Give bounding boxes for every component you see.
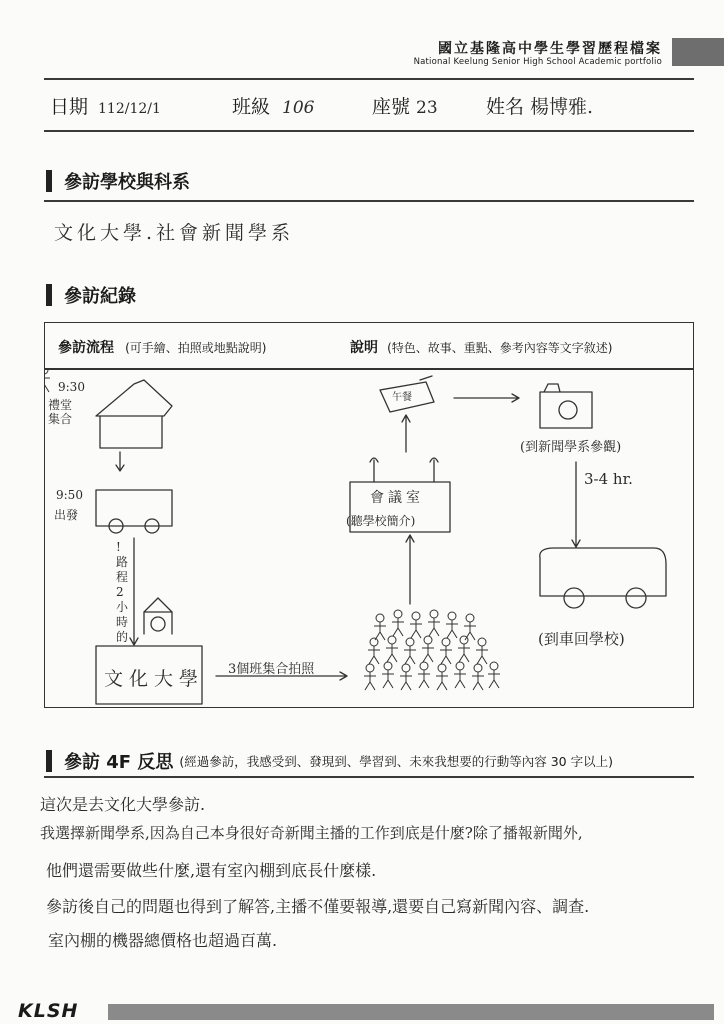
section-bar xyxy=(46,284,52,306)
seat-label: 座號 xyxy=(372,96,411,118)
description-label: 說明 xyxy=(350,340,378,356)
hall-house-icon xyxy=(100,416,162,448)
arrow-down-2 xyxy=(130,538,138,645)
class-label: 班級 xyxy=(232,96,271,118)
group-photo-note: 3個班集合拍照 xyxy=(228,662,315,677)
clock-tower-roof xyxy=(144,598,172,612)
road-note: !路程2小時的 xyxy=(116,540,129,644)
name-label: 姓名 xyxy=(486,96,525,118)
section-school-title: 參訪學校與科系 xyxy=(64,172,190,193)
section-school-heading xyxy=(46,168,190,194)
camera-top xyxy=(544,384,560,392)
arrow-right-2 xyxy=(454,394,519,402)
return-note: (到車回學校) xyxy=(538,630,625,648)
school-title-en: National Keelung Senior High School Academic portfolio xyxy=(413,57,662,67)
arrow-down-1 xyxy=(116,452,124,471)
return-bus-icon xyxy=(540,548,666,596)
section-reflection-note: (經過參訪，我感受到、發現到、學習到、未來我想要的行動等內容 30 字以上) xyxy=(179,754,613,769)
reflection-line: 我選擇新聞學系,因為自己本身很好奇新聞主播的工作到底是什麼?除了播報新聞外, xyxy=(40,824,583,842)
section-school-divider xyxy=(44,200,694,202)
university-label: 文化大學 xyxy=(104,668,205,690)
date-label: 日期 xyxy=(50,96,89,118)
time-1: 9:30 xyxy=(58,380,85,394)
clock-face xyxy=(151,617,165,631)
reflection-line: 參訪後自己的問題也得到了解答,主播不僅要報導,還要自己寫新聞內容、調查. xyxy=(46,897,590,916)
time-2: 9:50 xyxy=(56,488,83,502)
school-dept-text: 文化大學.社會新聞學系 xyxy=(54,222,295,244)
visit-flow-drawing xyxy=(44,370,694,706)
section-record-title: 參訪紀錄 xyxy=(64,286,136,307)
description-column-header xyxy=(350,337,612,357)
name-value: 楊博雅. xyxy=(530,96,594,118)
date-field xyxy=(50,92,161,119)
footer-bar xyxy=(108,1004,714,1020)
section-reflection-divider xyxy=(44,776,694,778)
section-reflection-heading xyxy=(46,748,613,774)
seat-field xyxy=(372,92,438,119)
date-value: 112/12/1 xyxy=(98,101,161,117)
hall-roof xyxy=(96,380,172,416)
class-field xyxy=(232,92,314,119)
arrow-up-1 xyxy=(406,535,414,604)
description-note: (特色、故事、重點、參考內容等文字敘述) xyxy=(387,341,613,355)
lunch-chopsticks xyxy=(420,376,432,380)
info-divider xyxy=(44,130,694,132)
bus-icon xyxy=(96,490,172,526)
process-note: (可手繪、拍照或地點說明) xyxy=(125,341,267,355)
duration-note: 3-4 hr. xyxy=(584,470,633,488)
class-value: 106 xyxy=(282,98,315,118)
place-1: 禮堂集合 xyxy=(48,398,73,426)
section-reflection-title: 參訪 4F 反思 xyxy=(64,752,174,773)
seat-value: 23 xyxy=(416,98,438,118)
bus-wheel xyxy=(626,588,646,608)
camera-icon xyxy=(540,392,592,428)
klsh-logo: KLSH xyxy=(18,1000,79,1022)
lunch-label: 午餐 xyxy=(392,392,412,403)
arrow-up-2 xyxy=(402,415,410,452)
reflection-line: 室內棚的機器總價格也超過百萬. xyxy=(48,931,278,950)
header-divider xyxy=(44,78,694,80)
school-title-zh: 國立基隆高中學生學習歷程檔案 xyxy=(438,41,662,57)
section-bar xyxy=(46,170,52,192)
reflection-line: 這次是去文化大學參訪. xyxy=(40,795,206,814)
place-2: 出發 xyxy=(54,508,79,522)
header-corner-block xyxy=(672,38,724,66)
section-record-heading xyxy=(46,282,136,308)
process-label: 參訪流程 xyxy=(58,340,114,356)
camera-lens xyxy=(559,401,577,419)
students-group-drawing xyxy=(44,370,500,690)
meeting-room-antenna xyxy=(370,458,438,482)
arrow-down-3 xyxy=(572,462,580,547)
name-field xyxy=(486,92,593,119)
bus-wheel xyxy=(564,588,584,608)
section-bar xyxy=(46,750,52,772)
visit-dept-note: (到新聞學系參觀) xyxy=(520,440,622,455)
reflection-line: 他們還需要做些什麼,還有室內棚到底長什麼樣. xyxy=(46,861,377,880)
intro-note: (聽學校簡介) xyxy=(346,514,416,528)
meeting-room-label: 會議室 xyxy=(370,490,424,506)
process-column-header xyxy=(58,337,266,357)
